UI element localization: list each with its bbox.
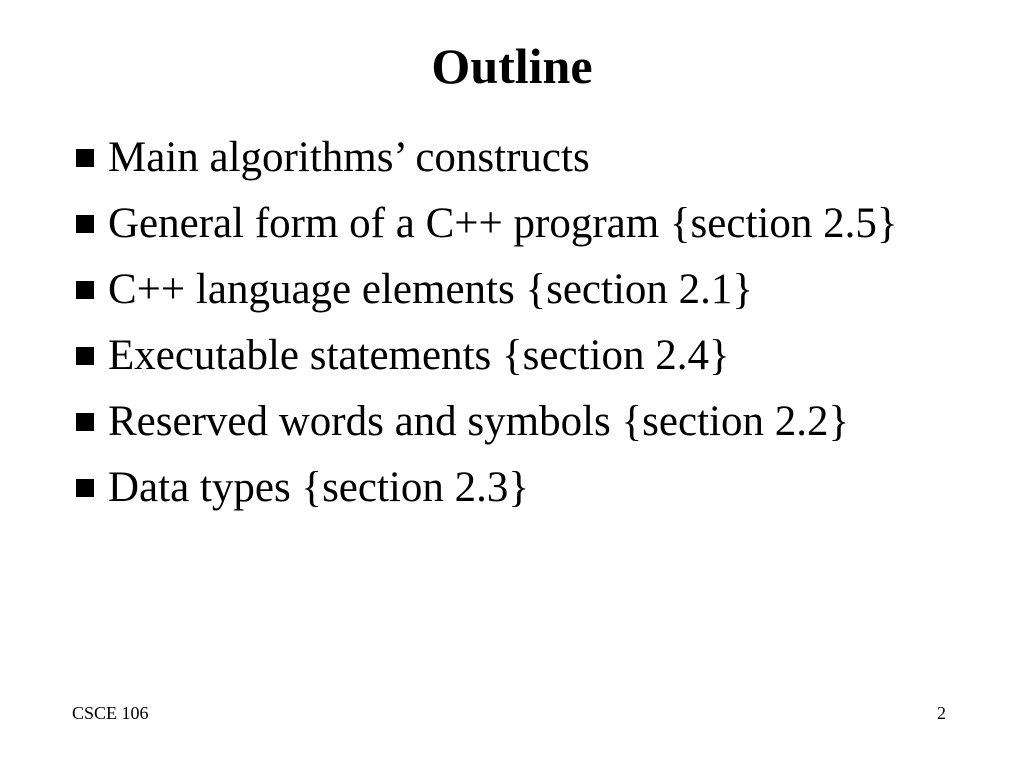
- square-bullet-icon: [76, 281, 94, 299]
- bullet-text: C++ language elements {section 2.1}: [108, 266, 754, 313]
- bullet-item-main-algorithms: [72, 130, 954, 186]
- slide-title: Outline: [431, 38, 593, 94]
- bullet-item-language-elements: [72, 262, 954, 318]
- square-bullet-icon: [76, 347, 94, 365]
- bullet-item-reserved-words: [72, 394, 954, 450]
- bullet-item-executable-statements: [72, 328, 954, 384]
- bullet-text: Data types {section 2.3}: [108, 464, 530, 511]
- bullet-item-data-types: [72, 460, 954, 516]
- bullet-list: [72, 130, 954, 526]
- bullet-text: Reserved words and symbols {section 2.2}: [108, 398, 850, 445]
- square-bullet-icon: [76, 215, 94, 233]
- bullet-text: Executable statements {section 2.4}: [108, 332, 730, 379]
- bullet-text: Main algorithms’ constructs: [108, 134, 590, 181]
- bullet-text: General form of a C++ program {section 2.5}: [108, 200, 898, 247]
- bullet-item-general-form: [72, 196, 954, 252]
- footer-course-label: CSCE 106: [72, 703, 149, 723]
- square-bullet-icon: [76, 479, 94, 497]
- square-bullet-icon: [76, 413, 94, 431]
- footer-page-number: 2: [937, 703, 946, 723]
- square-bullet-icon: [76, 149, 94, 167]
